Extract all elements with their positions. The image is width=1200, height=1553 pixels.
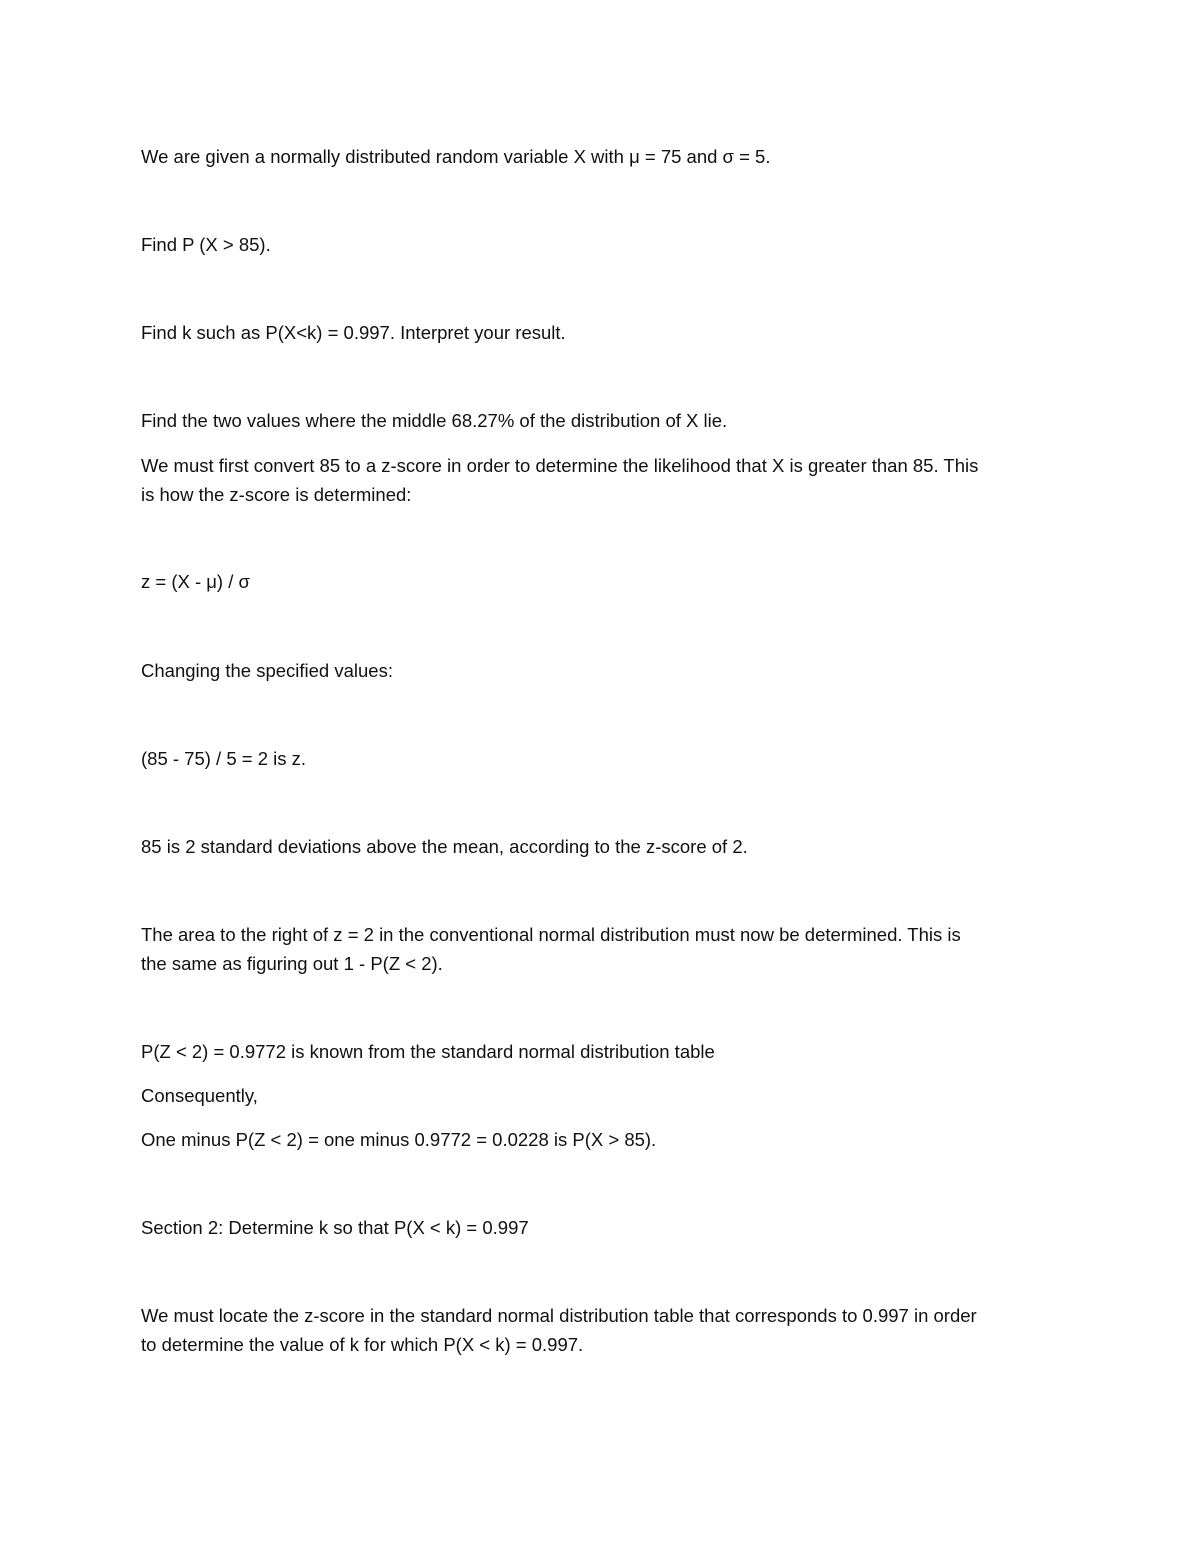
result-p-x-greater-85: One minus P(Z < 2) = one minus 0.9772 = 0.0228 is P(X > 85). xyxy=(141,1129,657,1150)
consequently: Consequently, xyxy=(141,1085,258,1106)
z-calculation: (85 - 75) / 5 = 2 is z. xyxy=(141,748,307,769)
table-lookup: P(Z < 2) = 0.9772 is known from the standard normal distribution table xyxy=(141,1041,715,1062)
substitution-label: Changing the specified values: xyxy=(141,660,393,681)
explanation-line-2: is how the z-score is determined: xyxy=(141,484,412,505)
z-interpretation: 85 is 2 standard deviations above the mean, according to the z-score of 2. xyxy=(141,836,748,857)
explanation-line-1: We must first convert 85 to a z-score in order to determine the likelihood that X is greater than 85. This xyxy=(141,455,979,476)
area-explanation-line-1: The area to the right of z = 2 in the conventional normal distribution must now be determined. This is xyxy=(141,924,961,945)
section-2-text-line-1: We must locate the z-score in the standard normal distribution table that corresponds to 0.997 in order xyxy=(141,1305,977,1326)
question-1: Find P (X > 85). xyxy=(141,234,271,255)
section-2-heading: Section 2: Determine k so that P(X < k) = 0.997 xyxy=(141,1217,529,1238)
area-explanation-line-2: the same as figuring out 1 - P(Z < 2). xyxy=(141,953,443,974)
question-3: Find the two values where the middle 68.27% of the distribution of X lie. xyxy=(141,410,728,431)
question-2: Find k such as P(X<k) = 0.997. Interpret your result. xyxy=(141,322,566,343)
z-formula: z = (X - μ) / σ xyxy=(141,571,250,592)
given-statement: We are given a normally distributed random variable X with μ = 75 and σ = 5. xyxy=(141,146,771,167)
section-2-text-line-2: to determine the value of k for which P(X < k) = 0.997. xyxy=(141,1334,584,1355)
